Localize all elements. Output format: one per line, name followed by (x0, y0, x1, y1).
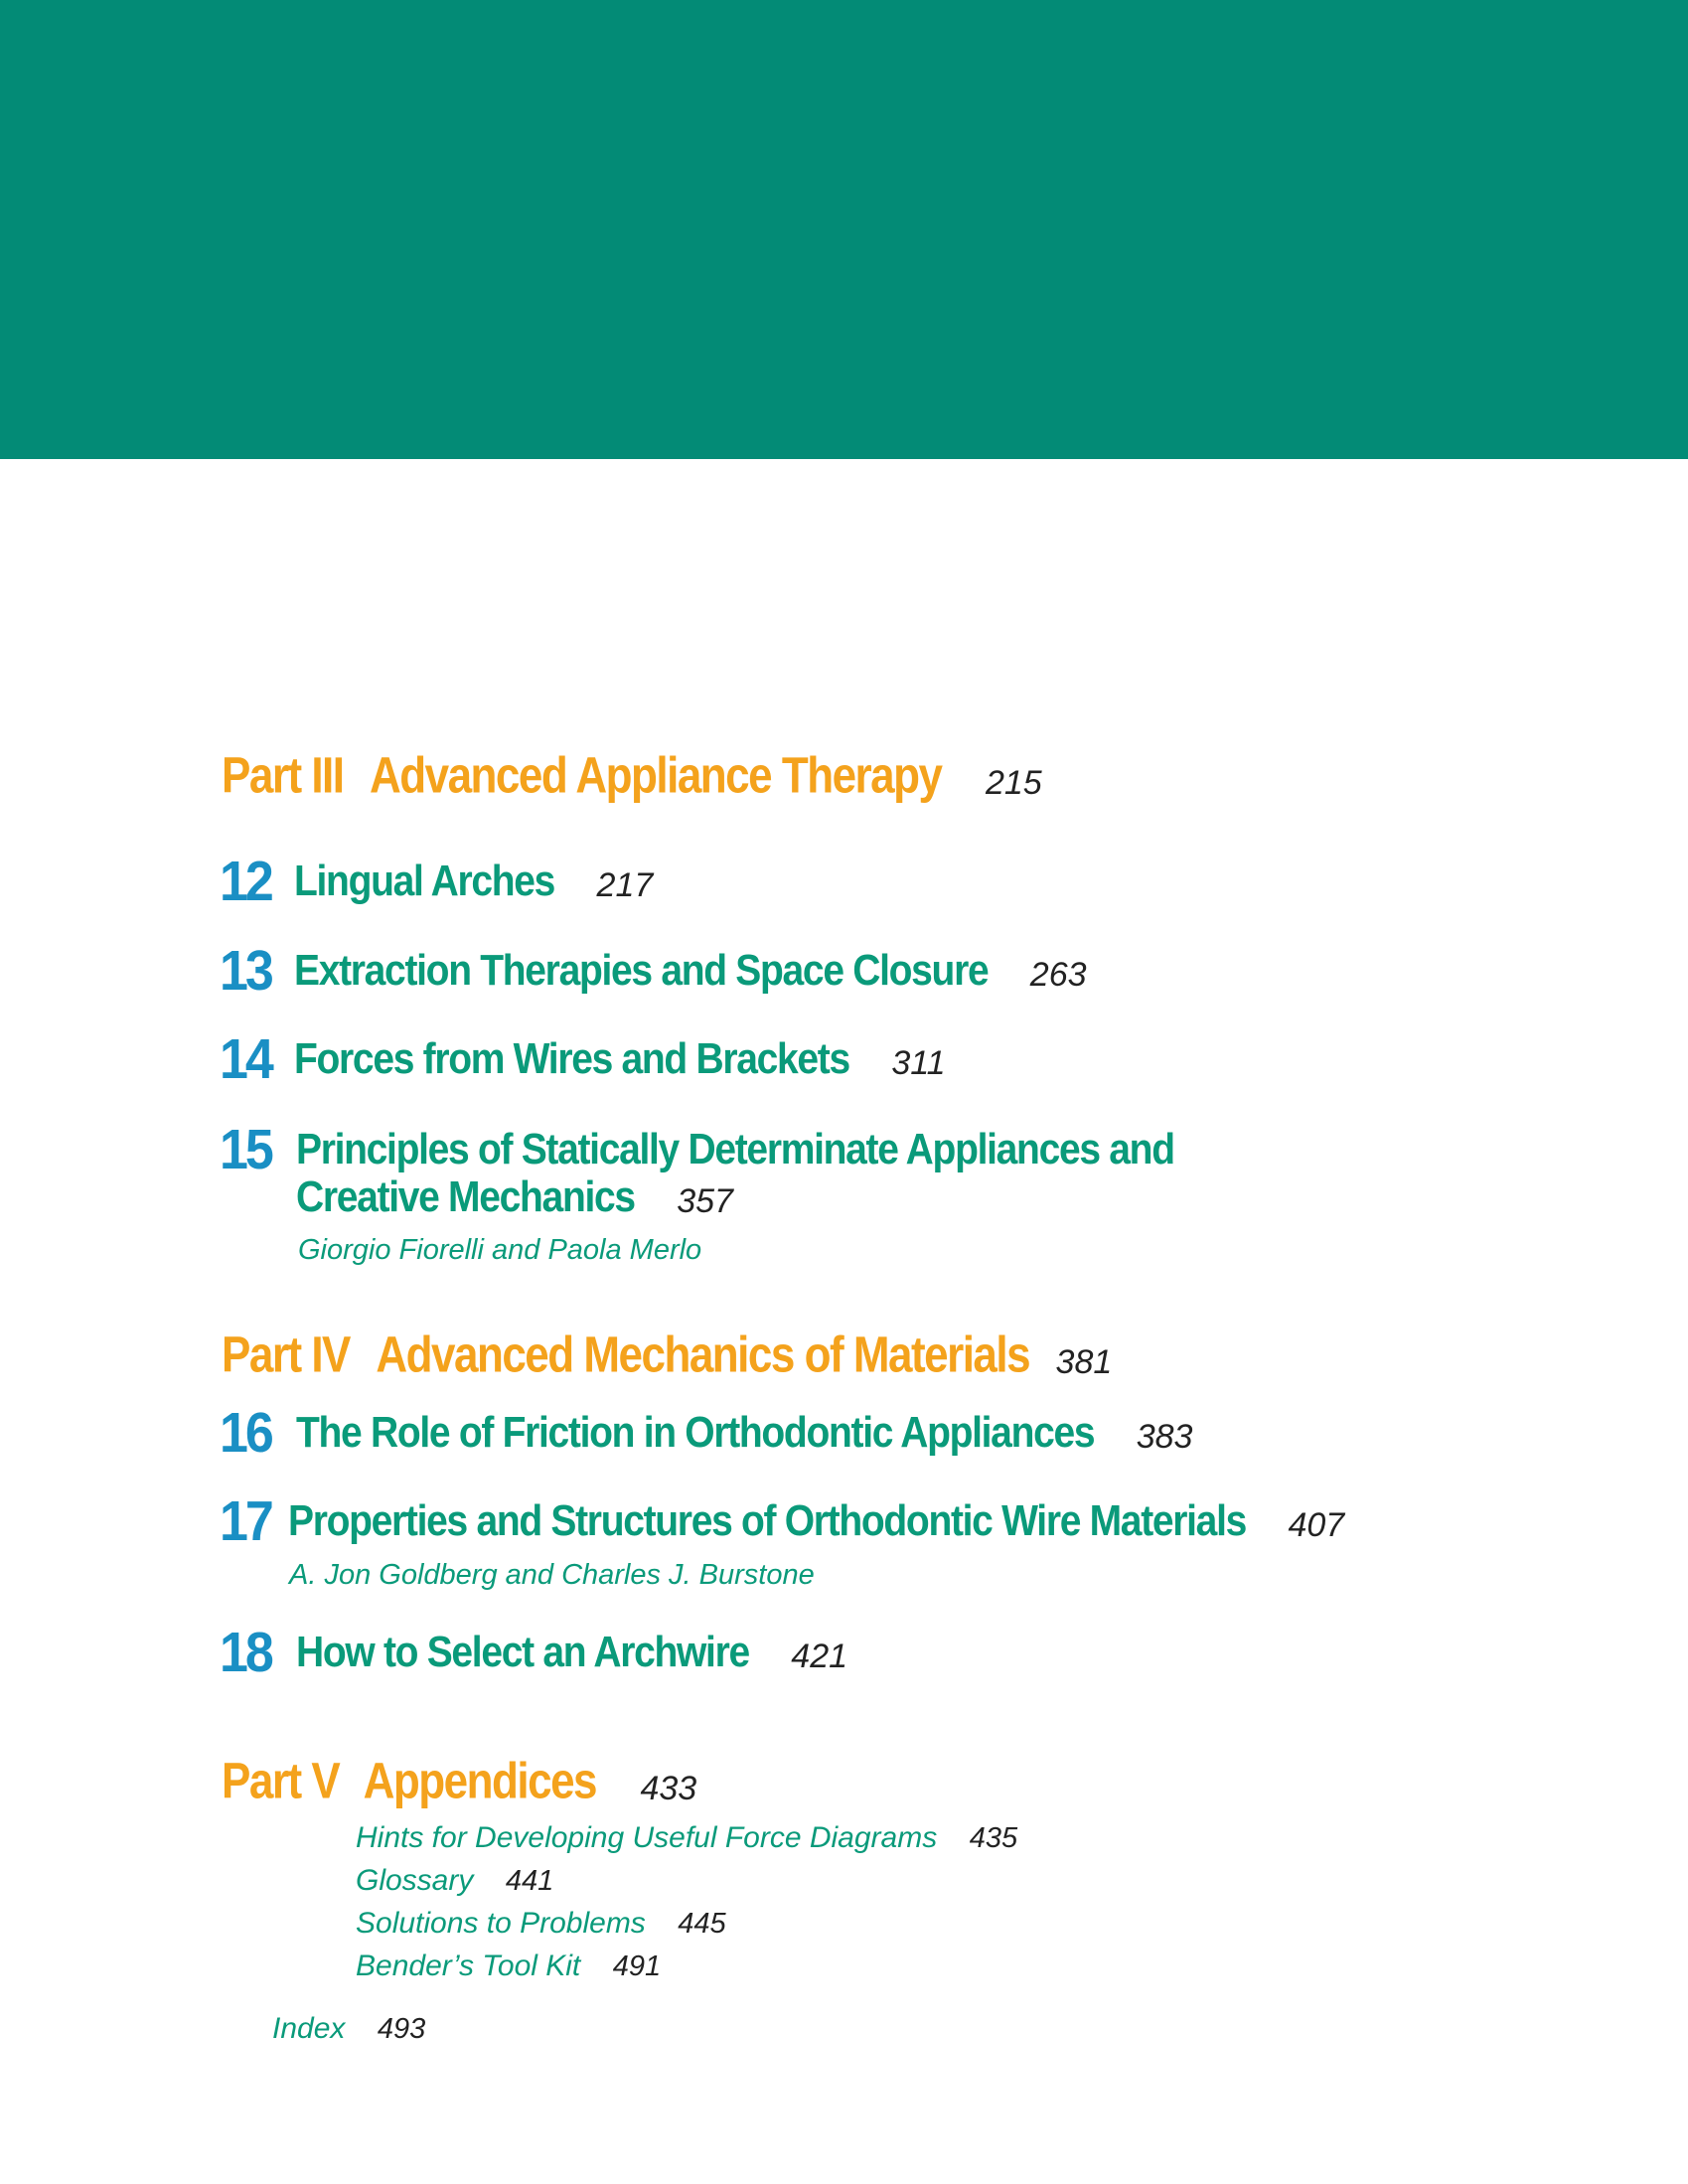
page-number: 435 (969, 1822, 1018, 1854)
part-5-heading[interactable] (222, 1753, 697, 1810)
appendix-entry[interactable] (356, 1950, 661, 1983)
page-number: 357 (677, 1182, 733, 1220)
chapter-number: 18 (220, 1622, 271, 1684)
chapter-title-line-1: Principles of Statically Determinate Appliances and (296, 1125, 1174, 1173)
chapter-title: Lingual Arches (294, 857, 555, 905)
part-3-heading[interactable] (222, 747, 1042, 805)
appendix-title: Bender’s Tool Kit (356, 1950, 581, 1982)
chapter-title: How to Select an Archwire (296, 1628, 749, 1676)
chapter-title: Properties and Structures of Orthodontic Wire Materials (288, 1496, 1247, 1545)
chapter-title-line-2: Creative Mechanics (296, 1172, 635, 1221)
part-label: Part V (222, 1753, 340, 1809)
page-number: 491 (612, 1950, 662, 1982)
chapter-17-entry[interactable] (288, 1496, 1345, 1546)
part-label: Part IV (222, 1326, 350, 1383)
appendix-entry[interactable] (356, 1821, 1017, 1855)
page-number: 311 (891, 1044, 946, 1082)
index-entry[interactable] (272, 2012, 425, 2046)
chapter-12-entry[interactable] (294, 857, 654, 906)
chapter-authors: A. Jon Goldberg and Charles J. Burstone (289, 1559, 815, 1591)
page-number: 433 (640, 1770, 697, 1807)
chapter-number: 15 (220, 1119, 271, 1181)
page-number: 421 (791, 1638, 848, 1675)
page-number: 407 (1288, 1506, 1345, 1544)
page-number: 381 (1055, 1343, 1113, 1381)
appendix-title: Hints for Developing Useful Force Diagrams (356, 1821, 938, 1854)
chapter-14-entry[interactable] (294, 1034, 946, 1084)
chapter-number: 14 (220, 1028, 271, 1091)
page-number: 493 (377, 2013, 426, 2045)
part-label: Part III (222, 747, 344, 804)
appendix-entry[interactable] (356, 1907, 726, 1941)
chapter-title: The Role of Friction in Orthodontic Appliances (296, 1408, 1095, 1457)
index-title: Index (272, 2012, 346, 2045)
chapter-13-entry[interactable] (294, 946, 1087, 996)
page-number: 215 (985, 764, 1042, 802)
chapter-number: 17 (220, 1490, 271, 1553)
page-number: 441 (505, 1865, 554, 1897)
chapter-18-entry[interactable] (296, 1628, 848, 1677)
appendix-title: Solutions to Problems (356, 1907, 646, 1940)
page-number: 383 (1136, 1418, 1193, 1456)
part-title: Advanced Mechanics of Materials (376, 1326, 1030, 1383)
page-number: 217 (596, 866, 654, 904)
chapter-number: 16 (220, 1402, 271, 1465)
chapter-15-entry-line-2[interactable] (296, 1172, 733, 1222)
page-number: 263 (1029, 956, 1087, 994)
chapter-authors: Giorgio Fiorelli and Paola Merlo (298, 1234, 702, 1266)
part-title: Advanced Appliance Therapy (369, 747, 942, 804)
appendix-title: Glossary (356, 1864, 474, 1897)
chapter-title: Forces from Wires and Brackets (294, 1034, 849, 1083)
part-title: Appendices (363, 1753, 597, 1809)
chapter-number: 13 (220, 940, 271, 1003)
appendix-entry[interactable] (356, 1864, 553, 1898)
chapter-number: 12 (220, 851, 271, 913)
chapter-title: Extraction Therapies and Space Closure (294, 946, 989, 995)
chapter-15-entry[interactable] (296, 1125, 1174, 1174)
page-number: 445 (678, 1908, 726, 1940)
chapter-16-entry[interactable] (296, 1408, 1193, 1458)
part-4-heading[interactable] (222, 1326, 1113, 1384)
